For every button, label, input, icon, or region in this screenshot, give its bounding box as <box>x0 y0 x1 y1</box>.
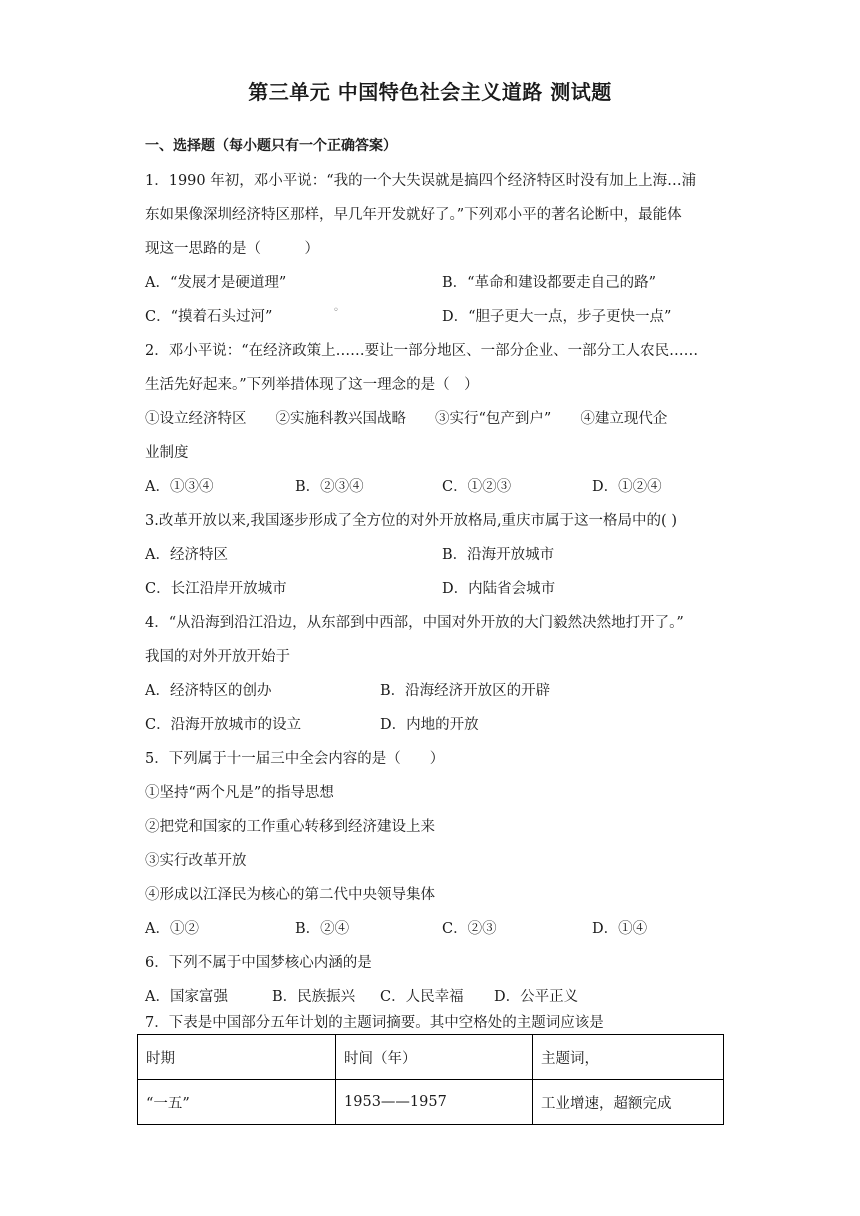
q3-option-a: A．经济特区 <box>145 547 228 563</box>
table-header-row <box>138 1035 724 1080</box>
q1-line-3: 现这一思路的是（ ） <box>145 241 319 257</box>
stray-dot: ◦ <box>333 305 339 316</box>
q6-option-b: B．民族振兴 <box>272 989 356 1005</box>
q4-option-a: A．经济特区的创办 <box>145 683 272 699</box>
q2-line-2: 生活先好起来。”下列举措体现了这一理念的是（ ） <box>145 377 479 393</box>
q6-option-c: C．人民幸福 <box>380 989 464 1005</box>
q5-line-2: ①坚持“两个凡是”的指导思想 <box>145 785 334 801</box>
q5-line-5: ④形成以江泽民为核心的第二代中央领导集体 <box>145 887 435 903</box>
table-row <box>138 1080 724 1125</box>
q4-option-c: C．沿海开放城市的设立 <box>145 717 302 733</box>
q7-line-1: 7．下表是中国部分五年计划的主题词摘要。其中空格处的主题词应该是 <box>145 1015 604 1031</box>
q5-option-a: A．①② <box>145 921 199 937</box>
five-year-plan-table <box>137 1034 724 1125</box>
q2-line-1: 2．邓小平说：“在经济政策上……要让一部分地区、一部分企业、一部分工人农民…… <box>145 343 699 359</box>
table-cell: 1953——1957 <box>336 1080 533 1125</box>
q6-option-d: D．公平正义 <box>494 989 579 1005</box>
q2-option-a: A．①③④ <box>145 479 214 495</box>
q3-option-c: C．长江沿岸开放城市 <box>145 581 287 597</box>
q2-option-b: B．②③④ <box>295 479 364 495</box>
q4-option-d: D．内地的开放 <box>380 717 479 733</box>
q4-line-2: 我国的对外开放开始于 <box>145 649 290 665</box>
q1-option-d: D．“胆子更大一点，步子更快一点” <box>442 309 672 325</box>
q1-line-1: 1．1990 年初，邓小平说：“我的一个大失误就是搞四个经济特区时没有加上上海…浦 <box>145 173 697 189</box>
q5-option-d: D．①④ <box>592 921 648 937</box>
page-title: 第三单元 中国特色社会主义道路 测试题 <box>248 80 612 104</box>
q1-option-c: C．“摸着石头过河” <box>145 309 273 325</box>
q1-option-a: A．“发展才是硬道理” <box>145 275 287 291</box>
q5-option-c: C．②③ <box>442 921 497 937</box>
q3-option-b: B．沿海开放城市 <box>442 547 555 563</box>
q2-option-c: C．①②③ <box>442 479 512 495</box>
q5-line-4: ③实行改革开放 <box>145 853 247 869</box>
q5-line-3: ②把党和国家的工作重心转移到经济建设上来 <box>145 819 435 835</box>
q4-option-b: B．沿海经济开放区的开辟 <box>380 683 551 699</box>
q5-option-b: B．②④ <box>295 921 350 937</box>
q2-line-4: 业制度 <box>145 445 189 461</box>
table-header-cell: 时期 <box>138 1035 336 1080</box>
q1-line-2: 东如果像深圳经济特区那样，早几年开发就好了。”下列邓小平的著名论断中，最能体 <box>145 207 682 223</box>
table-header-cell: 时间（年） <box>336 1035 533 1080</box>
q2-option-d: D．①②④ <box>592 479 662 495</box>
table-cell: “一五” <box>138 1080 336 1125</box>
q4-line-1: 4．“从沿海到沿江沿边，从东部到中西部，中国对外开放的大门毅然决然地打开了。” <box>145 615 684 631</box>
q6-line-1: 6．下列不属于中国梦核心内涵的是 <box>145 955 372 971</box>
q2-line-3: ①设立经济特区 ②实施科教兴国战略 ③实行“包产到户” ④建立现代企 <box>145 411 668 427</box>
q5-line-1: 5．下列属于十一届三中全会内容的是（ ） <box>145 751 445 767</box>
q3-line-1: 3.改革开放以来,我国逐步形成了全方位的对外开放格局,重庆市属于这一格局中的( ) <box>145 513 677 529</box>
section-heading: 一、选择题（每小题只有一个正确答案） <box>145 138 397 154</box>
q1-option-b: B．“革命和建设都要走自己的路” <box>442 275 656 291</box>
table-header-cell: 主题词， <box>533 1035 724 1080</box>
table-cell: 工业增速，超额完成 <box>533 1080 724 1125</box>
q6-option-a: A．国家富强 <box>145 989 228 1005</box>
q3-option-d: D．内陆省会城市 <box>442 581 556 597</box>
